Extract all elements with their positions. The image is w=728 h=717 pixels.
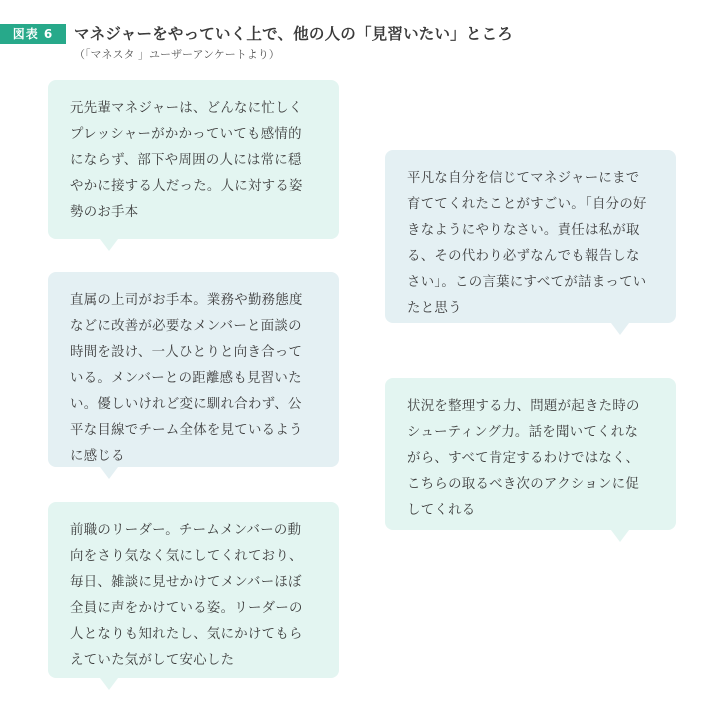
figure-title: マネジャーをやっていく上で、他の人の「見習いたい」ところ bbox=[74, 25, 513, 43]
quote-text: 前職のリーダー。チームメンバーの動 向をさり気なく気にしてくれており、 毎日、雑談に見せかけてメンバーほぼ 全員に声をかけている姿。リーダーの 人となりも知れたし、気にかけてもら えていた気がして安心した bbox=[70, 523, 303, 668]
speech-tail-icon bbox=[611, 323, 629, 335]
speech-tail-icon bbox=[100, 678, 118, 690]
quote-bubble-left-3 bbox=[48, 502, 339, 678]
quote-text: 平凡な自分を信じてマネジャーにまで 育ててくれたことがすごい。「自分の好 きなようにやりなさい。責任は私が取 る、その代わり必ずなんでも報告しな さい」。この言葉にすべてが詰まってい たと思う bbox=[407, 171, 647, 316]
quote-bubble-left-2 bbox=[48, 272, 339, 467]
quote-text: 元先輩マネジャーは、どんなに忙しく プレッシャーがかかっていても感情的 にならず、部下や周囲の人には常に穏 やかに接する人だった。人に対する姿 勢のお手本 bbox=[70, 101, 303, 220]
quote-text: 状況を整理する力、問題が起きた時の シューティング力。話を聞いてくれな がら、すべて肯定するわけではなく、 こちらの取るべき次のアクションに促 してくれる bbox=[407, 399, 640, 518]
quote-bubble-left-1 bbox=[48, 80, 339, 239]
quote-text: 直属の上司がお手本。業務や勤務態度 などに改善が必要なメンバーと面談の 時間を設け、一人ひとりと向き合って いる。メンバーとの距離感も見習いた い。優しいけれど変に馴れ合わず、公 平な目線でチーム全体を見ているよう に感じる bbox=[70, 293, 303, 464]
quote-bubble-right-2 bbox=[385, 378, 676, 530]
quote-bubble-right-1 bbox=[385, 150, 676, 323]
speech-tail-icon bbox=[100, 467, 118, 479]
figure-subtitle: （「マネスタ 」ユーザーアンケートより） bbox=[74, 48, 280, 61]
figure-header bbox=[0, 0, 728, 60]
speech-tail-icon bbox=[611, 530, 629, 542]
speech-tail-icon bbox=[100, 239, 118, 251]
figure-label: 図表 6 bbox=[0, 24, 66, 44]
